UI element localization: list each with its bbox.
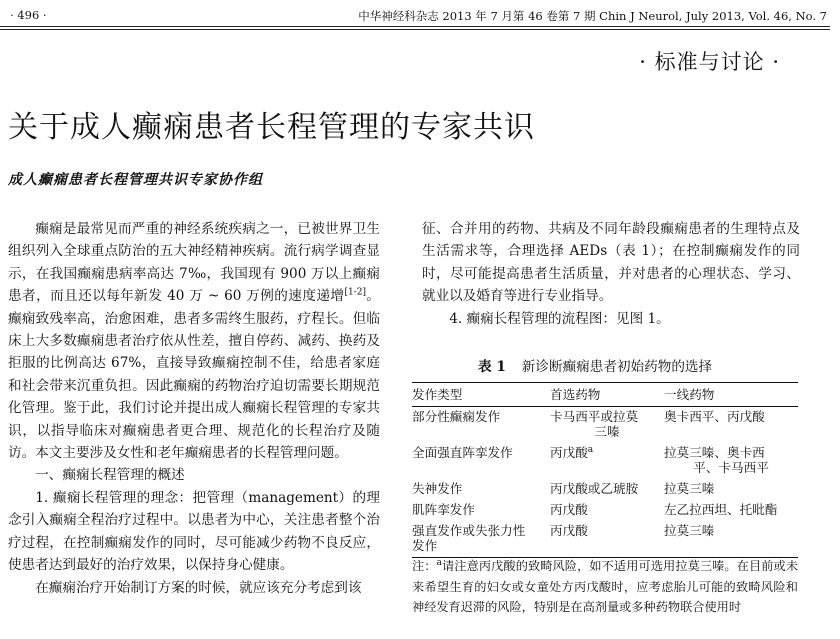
intro-text-a: 癫痫是最常见而严重的神经系统疾病之一，已被世界卫生组织列入全球重点防治的五大神经精神疾病。流行病学调查显示，在我国癫痫患病率高达 7‰，我国现有 900 万以上癫痫患者，而且还以每年新发 40 万 ~ 60 万例的速度递增 — [8, 221, 380, 305]
note-label: 注： — [412, 559, 437, 573]
journal-header: 中华神经科杂志 2013 年 7 月第 46 卷第 7 期 Chin J Neurol, July 2013, Vol. 46, No. 7 — [358, 9, 827, 23]
cell-first-line-drug: 拉莫三嗪 — [664, 521, 798, 558]
table-row — [412, 407, 798, 444]
table-caption — [478, 355, 712, 375]
page-number: · 496 · — [10, 8, 47, 22]
table-header-row — [412, 383, 798, 407]
intro-text-b: 。癫痫致残率高，治愈困难，患者多需终生服药，疗程长。但临床上大多数癫痫患者治疗依从性差，擅自停药、减药、换药及拒服的比例高达 67%，直接导致癫痫控制不佳，给患者家庭和社会带来沉重负担。因此癫痫的药物治疗迫切需要长期规范化管理。鉴于此，我们讨论并提出成人癫痫长程管理的专家共识，以指导临床对癫痫患者更合理、规范化的长程治疗及随访。本文主要涉及女性和老年癫痫患者的长程管理问题。 — [8, 288, 381, 462]
header-rule — [0, 26, 830, 27]
note-footnote-mark: a — [436, 557, 442, 568]
treatment-paragraph: 在癫痫治疗开始制订方案的时候，就应该充分考虑到该 — [35, 579, 362, 596]
table-row — [412, 443, 798, 479]
cell-seizure-type: 失神发作 — [412, 481, 463, 496]
cell-preferred-drug: 丙戊酸或乙琥胺 — [550, 481, 639, 496]
table-note — [412, 556, 798, 618]
section-heading-overview: 一、癫痫长程管理的概述 — [35, 467, 185, 484]
cell-preferred-drug: 卡马西平或拉莫 三嗪 — [550, 409, 639, 439]
drug-selection-table — [412, 382, 798, 558]
footnote-mark: a — [587, 444, 594, 455]
section-heading: · 标准与讨论 · — [639, 50, 780, 74]
header-preferred-drug: 首选药物 — [550, 383, 664, 407]
concept-paragraph: 1. 癫痫长程管理的理念：把管理（management）的理念引入癫痫全程治疗过程中。以患者为中心，关注患者整个治疗过程，在控制癫痫发作的同时，尽可能减少药物不良反应，使患者达到最好的治疗效果，以保持身心健康。 — [8, 489, 380, 574]
table-caption-text: 新诊断癫痫患者初始药物的选择 — [521, 359, 713, 375]
cell-seizure-type: 全面强直阵挛发作 — [412, 445, 513, 460]
cell-first-line-drug: 奥卡西平、丙戊酸 — [664, 409, 765, 424]
cell-first-line-drug: 拉莫三嗪、奥卡西 平、卡马西平 — [664, 445, 769, 475]
right-paragraph-1: 征、合并用的药物、共病及不同年龄段癫痫患者的生理特点及生活需求等，合理选择 AEDs（表 1）；在控制癫痫发作的同时，尽可能提高患者生活质量，并对患者的心理状态、学习、就业以及婚育等进行专业指导。 — [422, 221, 800, 305]
cell-preferred-drug: 丙戊酸 — [550, 502, 588, 517]
cell-seizure-type: 强直发作或失张力性 发作 — [412, 521, 550, 558]
cell-preferred-drug: 丙戊酸$^a$ — [550, 444, 594, 460]
flowchart-reference: 4. 癫痫长程管理的流程图：见图 1。 — [449, 310, 670, 327]
table-label: 表 1 — [478, 359, 506, 375]
table-row — [412, 479, 798, 500]
table-row — [412, 521, 798, 558]
intro-paragraph — [8, 218, 380, 464]
right-column — [422, 218, 800, 330]
table-row — [412, 500, 798, 521]
cell-seizure-type: 肌阵挛发作 — [412, 502, 475, 517]
cell-first-line-drug: 左乙拉西坦、托吡酯 — [664, 502, 778, 517]
citation-ref: [1-2] — [344, 287, 366, 298]
header-first-line-drug: 一线药物 — [664, 383, 798, 407]
cell-first-line-drug: 拉莫三嗪 — [664, 481, 715, 496]
cell-seizure-type: 部分性癫痫发作 — [412, 409, 501, 424]
header-rule-2 — [0, 29, 830, 30]
left-column — [8, 218, 380, 599]
cell-preferred-drug: 丙戊酸 — [550, 521, 664, 558]
note-text: 请注意丙戊酸的致畸风险，如不适用可选用拉莫三嗪。在目前或未来希望生育的妇女或女童处方丙戊酸时，应考虑胎儿可能的致畸风险和神经发育迟滞的风险，特别是在高剂量或多种药物联合使用时 — [412, 559, 799, 614]
header-seizure-type: 发作类型 — [412, 383, 550, 407]
article-title: 关于成人癫痫患者长程管理的专家共识 — [8, 110, 535, 145]
author-group: 成人癫痫患者长程管理共识专家协作组 — [8, 172, 263, 188]
